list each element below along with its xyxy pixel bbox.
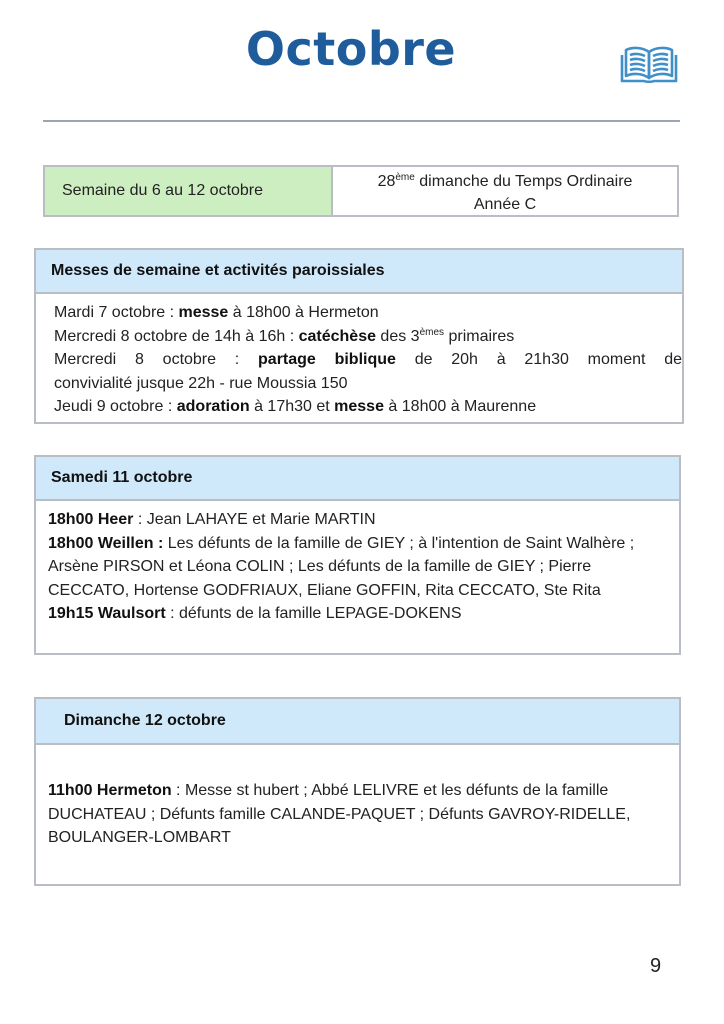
text-bold: messe (334, 398, 384, 415)
sunday-suffix: ème (395, 172, 415, 183)
saturday-entry-1 (48, 508, 659, 532)
weekday-line-4: convivialité jusque 22h - rue Moussia 150 (54, 374, 348, 392)
sunday-entry-1 (48, 779, 655, 850)
saturday-entry-2 (48, 532, 659, 603)
entry-time: 11h00 Hermeton (48, 782, 172, 799)
entry-time: 18h00 Heer (48, 511, 134, 528)
text-sup: èmes (419, 326, 445, 338)
entry-text: : Messe st hubert ; Abbé LELIVRE et les défunts de la famille DUCHATEAU ; Défunts famille CALANDE-PAQUET ; Défunts GAVROY-RIDELLE, BOULANGER-LOMBART (48, 782, 631, 846)
sunday-rest: dimanche du Temps Ordinaire (414, 173, 633, 190)
weekday-section-body (36, 294, 682, 419)
text: primaires (444, 327, 515, 345)
page-number: 9 (650, 955, 662, 977)
text-bold: catéchèse (298, 327, 376, 345)
text: des 3 (375, 327, 420, 345)
header-divider (43, 120, 680, 122)
week-label: Semaine du 6 au 12 octobre (45, 167, 333, 215)
liturgical-year: Année C (473, 196, 537, 213)
sunday-section-header: Dimanche 12 octobre (36, 699, 679, 745)
text: Mercredi 8 octobre de 14h à 16h : (54, 327, 299, 345)
weekday-section-header: Messes de semaine et activités paroissiales (36, 250, 682, 294)
sunday-number: 28 (377, 173, 396, 190)
saturday-section-body (36, 501, 679, 626)
weekday-line-1 (54, 301, 682, 325)
saturday-entry-3 (48, 602, 659, 626)
entry-text: Les défunts de la famille de GIEY ; à l'intention de Saint Walhère ; Arsène PIRSON et Léona COLIN ; Les défunts de la famille de GIEY ; Pierre CECCATO, Hortense GODFRIAUX, Eliane GOFFIN, Rita CECCATO, Ste Rita (48, 534, 635, 599)
weekday-section (34, 248, 684, 424)
weekday-line-2 (54, 325, 682, 349)
liturgical-sunday (333, 167, 677, 215)
text: Jeudi 9 octobre : (54, 398, 177, 415)
text: Mardi 7 octobre : (54, 304, 179, 321)
weekday-line-5 (54, 395, 682, 419)
text: à 18h00 à Maurenne (383, 398, 537, 415)
weekday-line-3 (54, 348, 682, 372)
sunday-section-body (36, 745, 679, 850)
page-title: Octobre (245, 22, 457, 76)
text: à 17h30 et (249, 398, 335, 415)
text-bold: adoration (176, 398, 250, 415)
text: de 20h à 21h30 moment de (395, 351, 682, 368)
saturday-section (34, 455, 681, 655)
entry-text: : défunts de la famille LEPAGE-DOKENS (165, 605, 462, 622)
entry-time: 19h15 Waulsort (48, 605, 166, 622)
entry-text: : Jean LAHAYE et Marie MARTIN (133, 511, 376, 528)
saturday-section-header: Samedi 11 octobre (36, 457, 679, 501)
week-info-box (43, 165, 679, 217)
entry-time: 18h00 Weillen : (48, 534, 164, 552)
text-bold: partage biblique (258, 351, 396, 368)
text: à 18h00 à Hermeton (228, 304, 379, 321)
text: Mercredi 8 octobre : (54, 351, 259, 368)
open-book-icon (620, 44, 678, 84)
sunday-section (34, 697, 681, 886)
text-bold: messe (178, 304, 229, 321)
